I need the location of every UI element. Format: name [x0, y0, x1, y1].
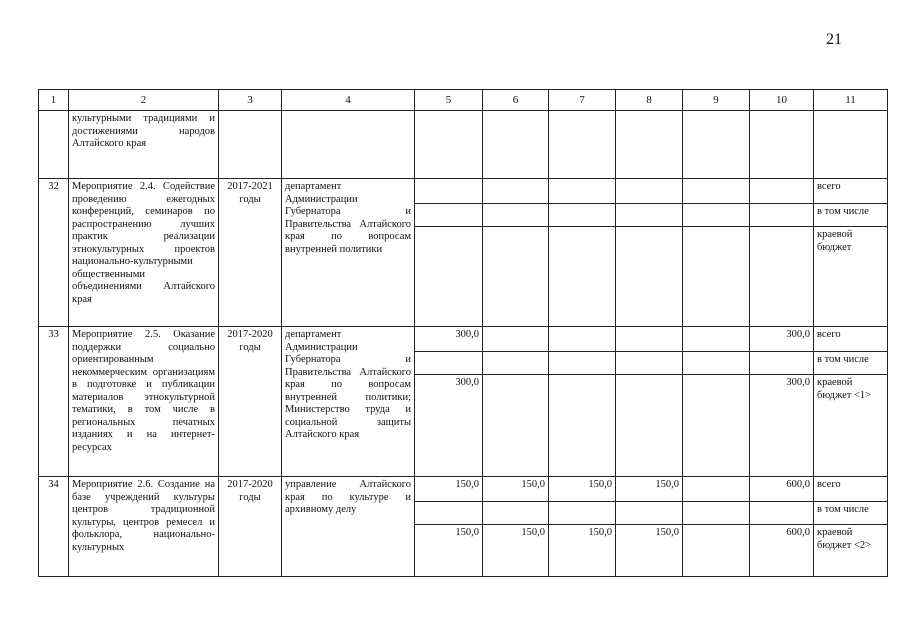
- value-cell: 150,0: [483, 477, 549, 502]
- header-cell: 1: [39, 90, 69, 111]
- value-cell: [616, 227, 683, 327]
- value-cell: [750, 204, 814, 227]
- table-row: [39, 179, 888, 204]
- value-cell: [683, 525, 750, 577]
- activity-executor: управление Алтайского края по культуре и архивному делу: [282, 477, 415, 577]
- value-cell: 150,0: [415, 525, 483, 577]
- program-table: [38, 89, 888, 577]
- header-cell: 3: [219, 90, 282, 111]
- header-cell: 8: [616, 90, 683, 111]
- activity-description: Мероприятие 2.5. Оказание поддержки социально ориентированным некоммерческим организациям в подготовке и публикации материалов этнокультурной тематики, в том числе в региональных печатных изданиях и на интернет-ресурсах: [69, 327, 219, 477]
- activity-executor: департамент Администрации Губернатора и Правительства Алтайского края по вопросам внутренней политики; Министерство труда и социальной защиты Алтайского края: [282, 327, 415, 477]
- row-number: 33: [39, 327, 69, 477]
- value-cell: 150,0: [616, 477, 683, 502]
- value-cell: [483, 352, 549, 375]
- value-cell: [549, 327, 616, 352]
- activity-description: Мероприятие 2.6. Создание на базе учреждений культуры центров традиционной культуры, центров ремесел и фольклора, национально-культурных: [69, 477, 219, 577]
- row-number: 34: [39, 477, 69, 577]
- value-cell: 300,0: [750, 327, 814, 352]
- value-cell: [750, 179, 814, 204]
- funding-label: всего: [814, 327, 888, 352]
- value-cell: [683, 502, 750, 525]
- funding-label: всего: [814, 477, 888, 502]
- value-cell: [616, 327, 683, 352]
- funding-label: краевой бюджет: [814, 227, 888, 327]
- value-cell: [415, 227, 483, 327]
- header-cell: 4: [282, 90, 415, 111]
- value-cell: 150,0: [483, 525, 549, 577]
- value-cell: [483, 179, 549, 204]
- value-cell: 600,0: [750, 525, 814, 577]
- header-cell: 2: [69, 90, 219, 111]
- header-cell: 10: [750, 90, 814, 111]
- value-cell: 150,0: [549, 525, 616, 577]
- value-cell: [616, 204, 683, 227]
- header-cell: 5: [415, 90, 483, 111]
- value-cell: [483, 227, 549, 327]
- activity-years: 2017-2021 годы: [219, 179, 282, 327]
- value-cell: 150,0: [415, 477, 483, 502]
- row-number-cell: [39, 111, 69, 179]
- funding-label: краевой бюджет <2>: [814, 525, 888, 577]
- value-cell: [415, 502, 483, 525]
- table-row: [39, 477, 888, 502]
- value-cell: [415, 204, 483, 227]
- value-cell: 300,0: [750, 375, 814, 477]
- value-cell: [750, 502, 814, 525]
- value-cell: [483, 375, 549, 477]
- continuation-row: [39, 111, 888, 179]
- value-cell: [483, 327, 549, 352]
- value-cell: 300,0: [415, 327, 483, 352]
- value-cell: [683, 375, 750, 477]
- row-number: 32: [39, 179, 69, 327]
- value-cell: [616, 179, 683, 204]
- value-cell: [483, 204, 549, 227]
- value-cell: [616, 502, 683, 525]
- value-cell: [549, 352, 616, 375]
- value-cell: [549, 375, 616, 477]
- activity-description: Мероприятие 2.4. Содействие проведению ежегодных конференций, семинаров по распространению лучших практик реализации этнокультурных проектов национально-культурными общественными объединениями Алтайского края: [69, 179, 219, 327]
- value-cell: [415, 352, 483, 375]
- value-cell: [683, 227, 750, 327]
- activity-years: 2017-2020 годы: [219, 327, 282, 477]
- value-cell: [616, 352, 683, 375]
- header-cell: 7: [549, 90, 616, 111]
- funding-label: в том числе: [814, 204, 888, 227]
- value-cell: [750, 352, 814, 375]
- table-row: [39, 327, 888, 352]
- value-cell: [683, 327, 750, 352]
- value-cell: [483, 502, 549, 525]
- page-number: 21: [826, 31, 842, 48]
- value-cell: 600,0: [750, 477, 814, 502]
- value-cell: [616, 375, 683, 477]
- activity-years: 2017-2020 годы: [219, 477, 282, 577]
- activity-executor: департамент Администрации Губернатора и Правительства Алтайского края по вопросам внутренней политики: [282, 179, 415, 327]
- funding-label: в том числе: [814, 352, 888, 375]
- value-cell: 150,0: [616, 525, 683, 577]
- header-cell: 11: [814, 90, 888, 111]
- value-cell: [549, 204, 616, 227]
- header-cell: 6: [483, 90, 549, 111]
- value-cell: [549, 179, 616, 204]
- value-cell: 300,0: [415, 375, 483, 477]
- value-cell: [549, 227, 616, 327]
- header-cell: 9: [683, 90, 750, 111]
- value-cell: [415, 179, 483, 204]
- funding-label: в том числе: [814, 502, 888, 525]
- funding-label: всего: [814, 179, 888, 204]
- header-row: [39, 90, 888, 111]
- value-cell: 150,0: [549, 477, 616, 502]
- activity-description: культурными традициями и достижениями народов Алтайского края: [69, 111, 219, 179]
- value-cell: [683, 352, 750, 375]
- value-cell: [683, 179, 750, 204]
- value-cell: [549, 502, 616, 525]
- funding-label: краевой бюджет <1>: [814, 375, 888, 477]
- value-cell: [683, 204, 750, 227]
- value-cell: [683, 477, 750, 502]
- value-cell: [750, 227, 814, 327]
